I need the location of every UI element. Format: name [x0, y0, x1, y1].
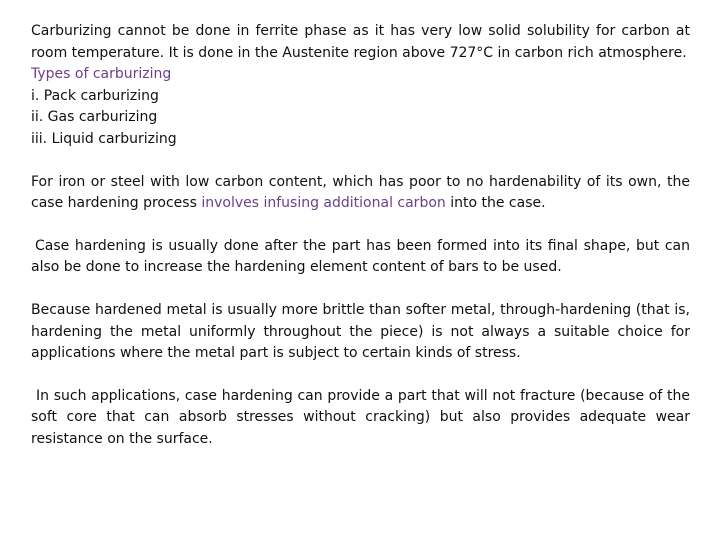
- slide-body: [31, 21, 690, 451]
- list-item: i. Pack carburizing: [31, 87, 159, 104]
- low-carbon-paragraph: [31, 172, 690, 215]
- low-carbon-text-end: into the case.: [445, 195, 546, 212]
- list-item: ii. Gas carburizing: [31, 109, 158, 126]
- brittleness-paragraph: Because hardened metal is usually more brittle than softer metal, through-hardening (that is, hardening the metal uniformly throughout the piece) is not always a suitable choice for applications where the metal part is subject to certain kinds of stress.: [31, 301, 690, 362]
- intro-paragraph: Carburizing cannot be done in ferrite phase as it has very low solid solubility for carbon at room temperature. It is done in the Austenite region above 727°C in carbon rich atmosphere.: [31, 23, 690, 61]
- highlighted-phrase: involves infusing additional carbon: [201, 195, 446, 212]
- timing-paragraph: Case hardening is usually done after the part has been formed into its final shape, but can also be done to increase the hardening element content of bars to be used.: [31, 237, 690, 276]
- list-item: iii. Liquid carburizing: [31, 130, 177, 147]
- types-list: [31, 86, 690, 151]
- low-carbon-text-start: For iron or steel with low carbon content, which has poor to no hardenability of its own, the case hardening process: [31, 173, 690, 212]
- applications-paragraph: In such applications, case hardening can provide a part that will not fracture (because of the soft core that can absorb stresses without cracking) but also provides adequate wear resistance on the surface.: [31, 387, 690, 447]
- types-heading: Types of carburizing: [31, 66, 172, 83]
